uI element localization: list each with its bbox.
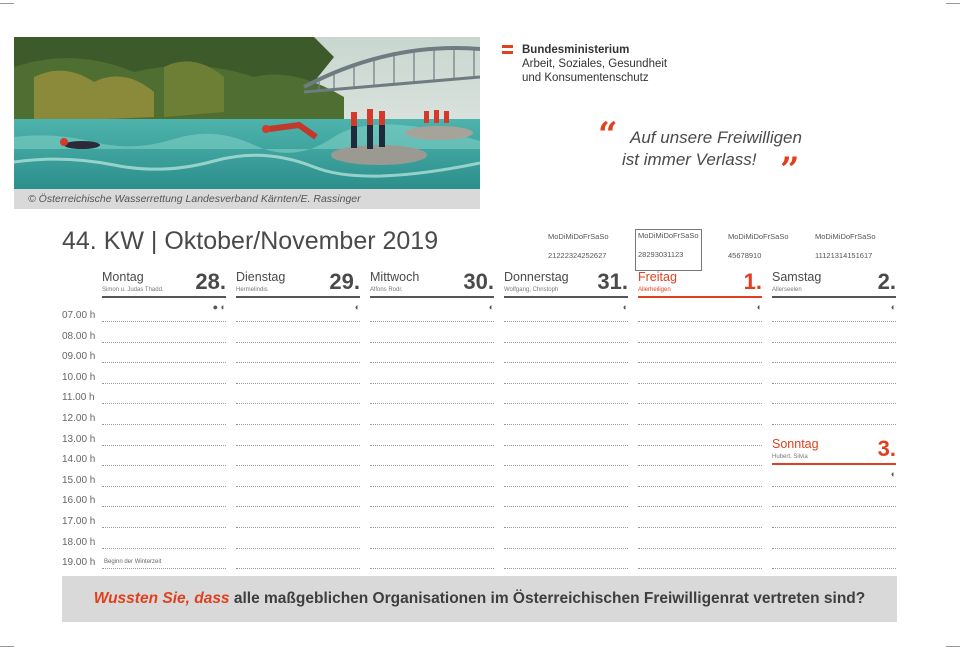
weekday-abbr: Fr <box>583 232 591 241</box>
hour-label: 08.00 h <box>62 330 96 342</box>
hour-slot[interactable] <box>772 362 896 363</box>
hour-label: 17.00 h <box>62 516 96 527</box>
quote-text <box>622 127 802 171</box>
hour-slot[interactable] <box>370 486 494 487</box>
hour-slot[interactable] <box>638 486 762 487</box>
hour-slot[interactable] <box>638 342 762 343</box>
hour-slot[interactable] <box>102 362 226 363</box>
day-saint: Hermelindis <box>236 287 268 293</box>
week-title: 44. KW | Oktober/November 2019 <box>62 227 439 255</box>
day-column-sonntag[interactable] <box>772 436 896 479</box>
hour-slot[interactable] <box>370 342 494 343</box>
hour-slot[interactable] <box>102 445 226 446</box>
hour-label: 10.00 h <box>62 371 96 383</box>
hour-slot[interactable] <box>638 568 762 569</box>
weekday-abbr: So <box>599 232 609 241</box>
day-column-donnerstag[interactable] <box>504 269 628 312</box>
day-saint: Allerheiligen <box>638 287 671 293</box>
quote-open-icon: “ <box>598 115 618 155</box>
hour-slot[interactable] <box>236 445 360 446</box>
day-header <box>236 270 360 298</box>
austria-flag-icon <box>502 45 513 54</box>
hour-slot[interactable] <box>504 527 628 528</box>
moon-phase-icon: ◐ <box>354 302 360 312</box>
weekday-abbr: Mo <box>728 232 739 241</box>
quote-line1: Auf unsere Freiwilligen <box>630 128 802 147</box>
hour-slot[interactable] <box>236 424 360 425</box>
hour-slot[interactable] <box>102 527 226 528</box>
weekday-abbr: Mo <box>815 232 826 241</box>
day-number: 29. <box>329 269 360 294</box>
day-number: 27 <box>598 251 607 260</box>
weekday-abbr: Do <box>573 232 584 241</box>
quote-line2: ist immer Verlass! <box>622 150 757 169</box>
hour-slot[interactable] <box>370 424 494 425</box>
hour-slot[interactable] <box>772 424 896 425</box>
day-number: 25 <box>581 251 590 260</box>
hour-slot[interactable] <box>236 568 360 569</box>
day-name: Dienstag <box>236 270 286 284</box>
hour-slot[interactable] <box>504 445 628 446</box>
day-header <box>370 270 494 298</box>
weekday-abbr: Di <box>648 231 656 240</box>
hour-label: 07.00 h <box>62 310 96 321</box>
crop-mark <box>0 3 14 4</box>
fact-bar <box>62 576 897 622</box>
ministry-line2: Arbeit, Soziales, Gesundheit <box>522 58 668 70</box>
day-number: 3 <box>679 250 684 259</box>
hour-slot[interactable] <box>638 321 762 322</box>
hour-slot[interactable] <box>504 486 628 487</box>
day-name: Freitag <box>638 270 677 284</box>
weekday-abbr: Mi <box>655 231 664 240</box>
hour-slot[interactable] <box>236 321 360 322</box>
mini-calendar-days <box>815 260 876 270</box>
mini-calendar-week45 <box>728 232 789 270</box>
hour-label: 15.00 h <box>62 474 96 486</box>
hour-label: 18.00 h <box>62 536 96 548</box>
hour-slot[interactable] <box>772 506 896 507</box>
hour-slot[interactable] <box>638 548 762 549</box>
weekday-abbr: Sa <box>770 232 780 241</box>
day-number: 22 <box>556 251 565 260</box>
hour-label: 14.00 h <box>62 454 96 466</box>
hour-slot[interactable] <box>102 383 226 384</box>
day-name: Samstag <box>772 270 822 284</box>
day-number: 24 <box>573 251 582 260</box>
hour-slot[interactable] <box>370 548 494 549</box>
hour-label: 11.00 h <box>62 392 95 404</box>
moon-phase-icon: ◐ <box>756 302 762 312</box>
hour-slot[interactable] <box>102 321 226 322</box>
hour-slot[interactable] <box>236 342 360 343</box>
mini-calendar-header <box>815 241 876 251</box>
hour-slot[interactable] <box>638 465 762 466</box>
hour-slot[interactable] <box>504 362 628 363</box>
day-number: 3. <box>877 436 896 461</box>
hour-slot[interactable] <box>772 568 896 569</box>
mini-calendar-header <box>638 240 699 250</box>
hour-slot[interactable] <box>370 506 494 507</box>
day-column-dienstag[interactable] <box>236 269 360 312</box>
weekday-abbr: Sa <box>857 232 867 241</box>
hour-slot[interactable] <box>236 465 360 466</box>
hour-slot[interactable] <box>102 486 226 487</box>
hour-slot[interactable] <box>236 403 360 404</box>
hour-slot[interactable] <box>370 383 494 384</box>
photo-water-rescue <box>14 37 480 189</box>
hour-slot[interactable] <box>236 383 360 384</box>
hour-slot[interactable] <box>236 362 360 363</box>
day-number: 28. <box>195 269 226 294</box>
hour-label: 09.00 h <box>62 351 96 363</box>
hour-slot[interactable] <box>236 527 360 528</box>
day-number: 31. <box>597 269 628 294</box>
weekday-abbr: Di <box>738 232 746 241</box>
day-column-samstag[interactable] <box>772 269 896 312</box>
hour-slot[interactable] <box>504 403 628 404</box>
hour-slot[interactable] <box>102 548 226 549</box>
day-column-mittwoch[interactable] <box>370 269 494 312</box>
weekday-abbr: Fr <box>850 232 858 241</box>
day-number: 30. <box>463 269 494 294</box>
hour-slot[interactable] <box>504 506 628 507</box>
day-number: 21 <box>548 251 557 260</box>
day-number: 7 <box>740 251 745 260</box>
day-number: 8 <box>744 251 749 260</box>
hour-slot[interactable] <box>772 486 896 487</box>
day-header <box>772 270 896 298</box>
day-saint: Allerseelen <box>772 287 802 293</box>
hour-slot[interactable] <box>772 321 896 322</box>
day-number: 28 <box>638 250 647 259</box>
day-saint: Wolfgang, Christoph <box>504 287 559 293</box>
day-number: 23 <box>564 251 574 260</box>
hour-label: 12.00 h <box>62 413 96 424</box>
hour-slot[interactable] <box>504 383 628 384</box>
weekday-abbr: Mo <box>638 231 649 240</box>
day-number: 26 <box>589 251 599 260</box>
hour-slot[interactable] <box>236 506 360 507</box>
mini-calendar-week44 <box>635 229 702 271</box>
moon-phase-icon: ◐ <box>890 302 896 312</box>
day-number: 29 <box>646 250 655 259</box>
day-number: 13 <box>830 251 839 260</box>
hour-slot[interactable] <box>504 465 628 466</box>
ministry-name <box>522 43 742 85</box>
hour-slot[interactable] <box>772 342 896 343</box>
crop-mark <box>0 646 14 647</box>
hour-label: 16.00 h <box>62 495 96 507</box>
ministry-line3: und Konsumentenschutz <box>522 72 649 84</box>
day-name: Mittwoch <box>370 270 420 284</box>
hour-label: 13.00 h <box>62 433 96 445</box>
mini-calendar-header <box>728 241 789 251</box>
day-header <box>638 270 762 298</box>
day-number: 17 <box>863 251 873 260</box>
day-number: 16 <box>855 251 864 260</box>
hour-slot[interactable] <box>638 403 762 404</box>
hour-slot[interactable] <box>102 465 226 466</box>
hour-slot[interactable] <box>102 568 226 569</box>
hour-label: 19.00 h <box>62 557 96 569</box>
hour-slot[interactable] <box>370 321 494 322</box>
day-saint: Hubert, Silvia <box>772 454 808 460</box>
hour-slot[interactable] <box>370 465 494 466</box>
moon-phase-icon: ● ◐ <box>212 302 226 312</box>
hour-slot[interactable] <box>772 548 896 549</box>
weekday-abbr: Mi <box>565 232 574 241</box>
weekday-abbr: Sa <box>680 231 690 240</box>
photo-credit: © Österreichische Wasserrettung Landesverband Kärnten/E. Rassinger <box>14 189 480 209</box>
hour-slot[interactable] <box>102 403 226 404</box>
hour-slot[interactable] <box>772 403 896 404</box>
weekday-abbr: Di <box>558 232 566 241</box>
day-number: 6 <box>736 251 741 260</box>
day-number: 14 <box>838 251 848 260</box>
hour-slot[interactable] <box>638 383 762 384</box>
fact-text: alle maßgeblichen Organisationen im Österreichischen Freiwilligenrat vertreten sind? <box>229 590 866 607</box>
hour-slot[interactable] <box>370 362 494 363</box>
weekday-abbr: Sa <box>590 232 600 241</box>
hour-slot[interactable] <box>638 362 762 363</box>
day-name: Montag <box>102 270 144 284</box>
hour-slot[interactable] <box>370 445 494 446</box>
crop-mark <box>946 3 960 4</box>
weekday-abbr: Do <box>753 232 764 241</box>
hour-slot[interactable] <box>504 548 628 549</box>
note-winter-time: Beginn der Winterzeit <box>104 559 162 565</box>
day-saint: Simon u. Judas Thadd. <box>102 287 164 293</box>
hour-slot[interactable] <box>102 342 226 343</box>
weekday-abbr: Do <box>840 232 851 241</box>
fact-accent: Wussten Sie, dass <box>93 590 230 607</box>
day-header <box>772 437 896 465</box>
hour-slot[interactable] <box>638 445 762 446</box>
hour-slot[interactable] <box>504 342 628 343</box>
moon-phase-icon: ◐ <box>890 469 896 479</box>
day-number: 12 <box>822 251 831 260</box>
day-number: 30 <box>654 250 664 259</box>
weekday-abbr: Di <box>825 232 833 241</box>
day-name: Donnerstag <box>504 270 569 284</box>
hour-slot[interactable] <box>102 424 226 425</box>
hour-slot[interactable] <box>236 548 360 549</box>
ministry-line1: Bundesministerium <box>522 44 630 56</box>
day-header <box>504 270 628 298</box>
day-saint: Alfons Rodr. <box>370 287 403 293</box>
day-name: Sonntag <box>772 437 819 451</box>
day-number: 31 <box>663 250 671 259</box>
quote-close-icon: ” <box>780 150 800 190</box>
moon-phase-icon: ◐ <box>488 302 494 312</box>
weekday-abbr: Mi <box>832 232 841 241</box>
day-number: 9 <box>748 251 754 260</box>
hour-slot[interactable] <box>772 383 896 384</box>
crop-mark <box>946 646 960 647</box>
day-number: 10 <box>753 251 762 260</box>
mini-calendar-week43 <box>548 232 609 270</box>
hour-slot[interactable] <box>236 486 360 487</box>
weekday-abbr: Do <box>663 231 674 240</box>
mini-calendar-header <box>548 241 609 251</box>
day-number: 4 <box>728 251 733 260</box>
moon-phase-icon: ◐ <box>622 302 628 312</box>
hour-slot[interactable] <box>638 424 762 425</box>
hour-slot[interactable] <box>370 568 494 569</box>
hour-slot[interactable] <box>370 403 494 404</box>
hour-slot[interactable] <box>504 321 628 322</box>
day-number: 11 <box>815 251 823 260</box>
weekday-abbr: Mo <box>548 232 559 241</box>
weekday-abbr: Fr <box>763 232 771 241</box>
day-header <box>102 270 226 298</box>
day-number: 1. <box>743 269 762 294</box>
mini-calendar-week46 <box>815 232 876 270</box>
mini-calendar-days <box>638 259 699 269</box>
weekday-abbr: So <box>689 231 699 240</box>
hour-slot[interactable] <box>638 527 762 528</box>
day-column-freitag[interactable] <box>638 269 762 312</box>
day-column-montag[interactable] <box>102 269 226 312</box>
hour-slot[interactable] <box>638 506 762 507</box>
day-number: 2. <box>877 269 896 294</box>
day-number: 15 <box>847 251 856 260</box>
hour-slot[interactable] <box>504 568 628 569</box>
day-number: 1 <box>670 250 675 259</box>
weekday-abbr: So <box>779 232 789 241</box>
day-number: 5 <box>732 251 737 260</box>
weekday-abbr: Fr <box>673 231 681 240</box>
hour-slot[interactable] <box>370 527 494 528</box>
weekday-abbr: Mi <box>745 232 754 241</box>
hour-slot[interactable] <box>504 424 628 425</box>
hour-slot[interactable] <box>102 506 226 507</box>
day-number: 2 <box>675 250 680 259</box>
hour-slot[interactable] <box>772 527 896 528</box>
weekday-abbr: So <box>866 232 876 241</box>
